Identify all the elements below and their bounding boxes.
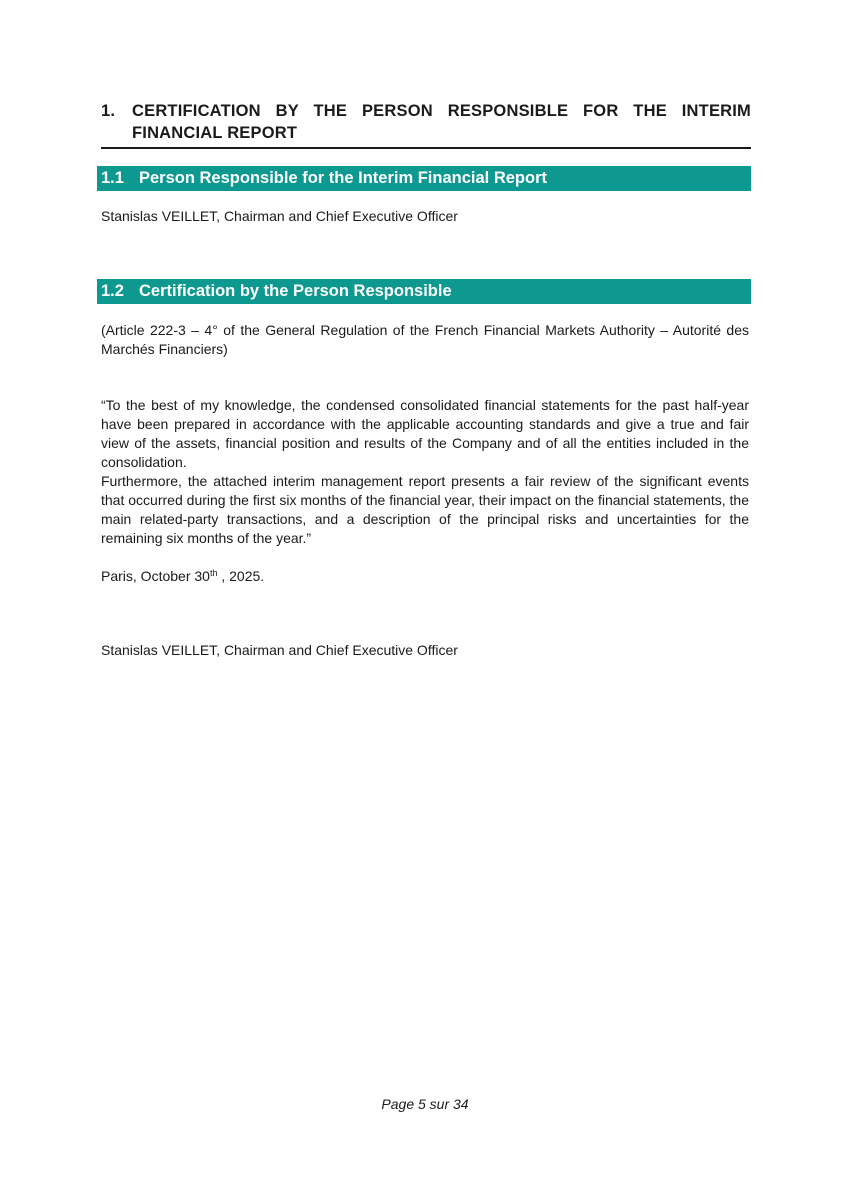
section-title: Certification by the Person Responsible <box>139 282 452 300</box>
date-prefix: Paris, October 30 <box>101 568 210 584</box>
section-number: 1.2 <box>101 282 124 300</box>
chapter-heading <box>101 100 751 149</box>
section-heading-1-1 <box>97 166 751 191</box>
place-date <box>101 567 749 586</box>
date-ordinal-suffix: th <box>209 568 218 578</box>
certification-statement <box>101 396 749 548</box>
date-rest: , 2025. <box>217 568 265 584</box>
section-number: 1.1 <box>101 169 124 187</box>
chapter-number: 1. <box>101 102 116 120</box>
signatory-text: Stanislas VEILLET, Chairman and Chief Executive Officer <box>101 642 458 658</box>
section-heading-1-2 <box>97 279 751 304</box>
page-number-footer: Page 5 sur 34 <box>381 1096 469 1112</box>
article-note: (Article 222-3 – 4° of the General Regulation of the French Financial Markets Authority – Autorité des Marchés Financiers) <box>101 322 749 357</box>
statement-paragraph-2: Furthermore, the attached interim management report presents a fair review of the significant events that occurred during the first six months of the financial year, their impact on the financial statements, the main related-party transactions, and a description of the principal risks and uncertainties for the remaining six months of the year.” <box>101 473 749 546</box>
statement-paragraph-1: “To the best of my knowledge, the condensed consolidated financial statements for the past half-year have been prepared in accordance with the applicable accounting standards and give a true and fair view of the assets, financial position and results of the Company and of all the entities included in the consolidation. <box>101 397 749 470</box>
responsible-person-text: Stanislas VEILLET, Chairman and Chief Executive Officer <box>101 208 458 224</box>
chapter-title: CERTIFICATION BY THE PERSON RESPONSIBLE FOR THE INTERIM FINANCIAL REPORT <box>132 102 751 142</box>
section-title: Person Responsible for the Interim Financial Report <box>139 169 547 187</box>
